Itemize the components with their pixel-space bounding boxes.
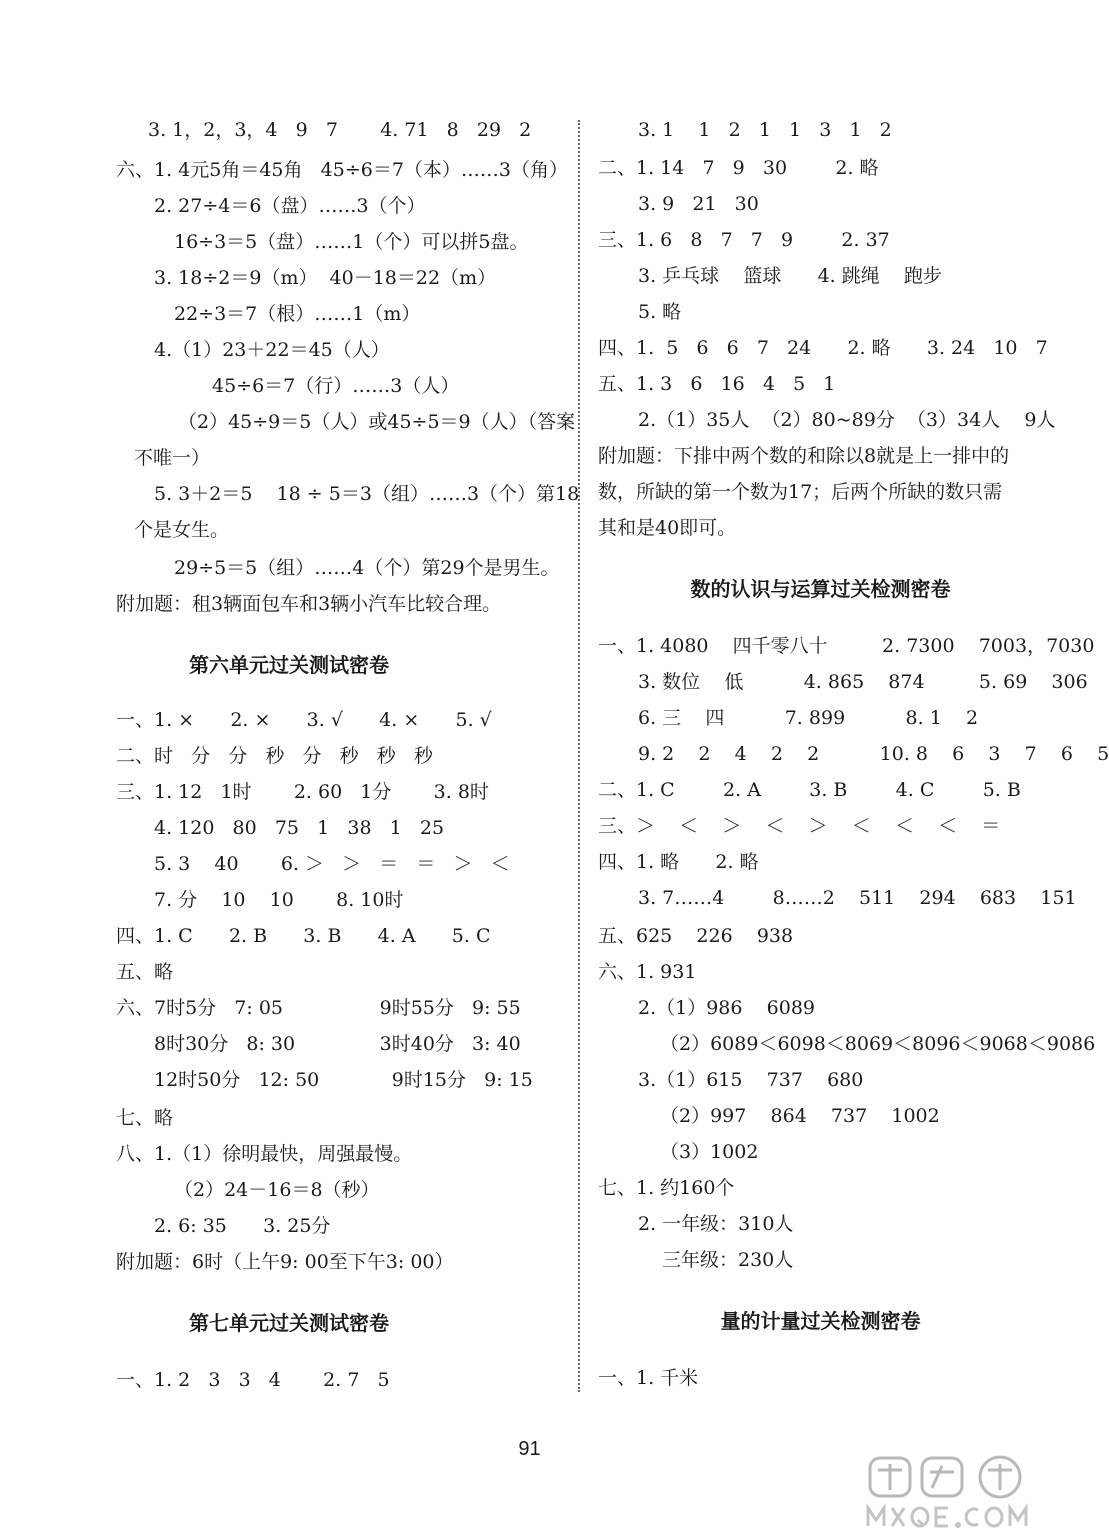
answer-line: 附加题：6时（上午9: 00至下午3: 00） (116, 1251, 454, 1273)
answer-line: 22÷3＝7（根）……1（m） (174, 303, 421, 325)
answer-line: 6. 三 四 7. 899 8. 1 2 (638, 707, 979, 729)
answer-line: 八、1.（1）徐明最快，周强最慢。 (116, 1143, 413, 1165)
answer-line: 七、1. 约160个 (598, 1177, 735, 1199)
answer-line: 五、1. 3 6 16 4 5 1 (598, 373, 836, 395)
column-divider (578, 120, 580, 1392)
answer-line: （2）24－16＝8（秒） (174, 1179, 380, 1201)
answer-line: 二、时 分 分 秒 分 秒 秒 秒 (116, 745, 433, 767)
answer-line: 三年级：230人 (662, 1249, 794, 1271)
answer-line: 一、1. 4080 四千零八十 2. 7300 7003，7030 (598, 635, 1095, 657)
answer-line: 45÷6＝7（行）……3（人） (212, 375, 460, 397)
section-title: 数的认识与运算过关检测密卷 (690, 577, 951, 601)
answer-line: 四、1. 5 6 6 7 24 2. 略 3. 24 10 7 (598, 337, 1048, 359)
answer-line: 4.（1）23＋22＝45（人） (154, 339, 390, 361)
answer-line: 一、1. 千米 (598, 1367, 699, 1389)
answer-line: 2. 一年级：310人 (638, 1213, 794, 1235)
section-title: 第六单元过关测试密卷 (189, 653, 389, 677)
answer-line: 附加题：下排中两个数的和除以8就是上一排中的 (598, 445, 1010, 467)
section-title: 量的计量过关检测密卷 (720, 1309, 921, 1333)
answer-line: （2）45÷9＝5（人）或45÷5＝9（人）（答案 (178, 411, 576, 433)
answer-line: 9. 2 2 4 2 2 10. 8 6 3 7 6 5 (638, 743, 1109, 765)
answer-line: 12时50分 12: 50 9时15分 9: 15 (154, 1069, 533, 1091)
answer-line: 六、1. 4元5角＝45角 45÷6＝7（本）……3（角） (116, 159, 569, 181)
answer-line: 3. 数位 低 4. 865 874 5. 69 306 (638, 671, 1088, 693)
answer-line: 2.（1）35人 （2）80~89分 （3）34人 9人 (638, 409, 1056, 431)
answer-line: 3. 1 1 2 1 1 3 1 2 (638, 119, 892, 141)
answer-line: 3.（1）615 737 680 (638, 1069, 864, 1091)
section-title: 第七单元过关测试密卷 (189, 1311, 389, 1335)
answer-line: 3. 9 21 30 (638, 193, 759, 215)
answer-line: 五、625 226 938 (598, 925, 794, 947)
answer-line: 3. 1，2，3，4 9 7 4. 71 8 29 2 (148, 119, 532, 141)
answer-line: 7. 分 10 10 8. 10时 (154, 889, 404, 911)
answer-line: 5. 略 (638, 301, 682, 323)
answer-line: 数，所缺的第一个数为17；后两个所缺的数只需 (598, 481, 1003, 503)
answer-line: 2. 6: 35 3. 25分 (154, 1215, 331, 1237)
answer-line: 3. 乒乓球 篮球 4. 跳绳 跑步 (638, 265, 942, 287)
answer-line: 其和是40即可。 (598, 517, 737, 539)
answer-line: 六、1. 931 (598, 961, 697, 983)
answer-line: 三、＞ ＜ ＞ ＜ ＞ ＜ ＜ ＜ ＝ (598, 815, 1001, 837)
answer-line: （2）997 864 737 1002 (660, 1105, 940, 1127)
page-number: 91 (518, 1438, 541, 1460)
watermark-logo (860, 1452, 1052, 1532)
answer-line: 3. 7……4 8……2 511 294 683 151 (638, 887, 1077, 909)
answer-line: 七、略 (116, 1107, 174, 1129)
answer-line: 附加题：租3辆面包车和3辆小汽车比较合理。 (116, 593, 502, 615)
answer-line: 8时30分 8: 30 3时40分 3: 40 (154, 1033, 521, 1055)
answer-line: 个是女生。 (134, 519, 230, 541)
answer-line: 一、1. × 2. × 3. √ 4. × 5. √ (116, 709, 492, 731)
answer-line: 六、7时5分 7: 05 9时55分 9: 55 (116, 997, 521, 1019)
answer-line: 四、1. 略 2. 略 (598, 851, 759, 873)
answer-line: 4. 120 80 75 1 38 1 25 (154, 817, 445, 839)
answer-line: （2）6089＜6098＜8069＜8096＜9068＜9086 (660, 1033, 1096, 1055)
answer-line: 二、1. C 2. A 3. B 4. C 5. B (598, 779, 1021, 801)
answer-line: 29÷5＝5（组）……4（个）第29个是男生。 (174, 557, 560, 579)
answer-line: 5. 3 40 6. ＞ ＞ ＝ ＝ ＞ ＜ (154, 853, 510, 875)
answer-line: 五、略 (116, 961, 174, 983)
answer-line: 三、1. 6 8 7 7 9 2. 37 (598, 229, 890, 251)
answer-line: 2.（1）986 6089 (638, 997, 815, 1019)
answer-line: 一、1. 2 3 3 4 2. 7 5 (116, 1369, 390, 1391)
answer-line: （3）1002 (660, 1141, 759, 1163)
answer-line: 5. 3＋2＝5 18 ÷ 5＝3（组）……3（个）第18 (154, 483, 580, 505)
answer-line: 三、1. 12 1时 2. 60 1分 3. 8时 (116, 781, 489, 803)
answer-line: 16÷3＝5（盘）……1（个）可以拼5盘。 (174, 231, 529, 253)
answer-line: 3. 18÷2＝9（m） 40－18＝22（m） (154, 267, 497, 289)
answer-line: 四、1. C 2. B 3. B 4. A 5. C (116, 925, 491, 947)
answer-line: 2. 27÷4＝6（盘）……3（个） (154, 195, 426, 217)
answer-line: 不唯一） (134, 447, 211, 469)
answer-line: 二、1. 14 7 9 30 2. 略 (598, 157, 879, 179)
